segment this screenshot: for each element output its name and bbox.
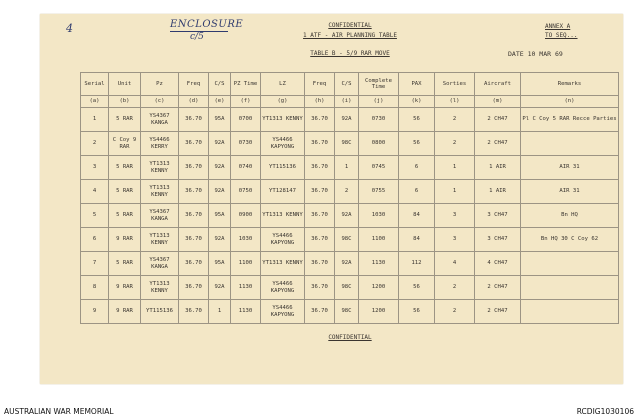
unit-cell: 5 RAR [109,180,141,204]
pz-freq-cell: 36.70 [179,180,209,204]
serial-cell: 1 [81,108,109,132]
lz-callsign-cell: 1 [335,156,359,180]
sorties-cell: 2 [435,276,475,300]
pax-cell: 56 [399,132,435,156]
column-letter: (i) [335,96,359,108]
column-letter: (f) [231,96,261,108]
column-header: Freq [305,73,335,96]
pz-time-cell: 1130 [231,300,261,324]
pz-callsign-cell: 95A [209,204,231,228]
lz-callsign-cell: 2 [335,180,359,204]
pz-time-cell: 0900 [231,204,261,228]
table-row [81,228,619,252]
pax-cell: 6 [399,180,435,204]
column-letter: (n) [521,96,619,108]
complete-time-cell: 1030 [359,204,399,228]
lz-cell: YT1313 KENNY [261,204,305,228]
lz-freq-cell: 36.70 [305,180,335,204]
sorties-cell: 3 [435,204,475,228]
sorties-cell: 1 [435,180,475,204]
classification-top: CONFIDENTIAL [328,22,372,29]
column-letter: (j) [359,96,399,108]
pz-time-cell: 0730 [231,132,261,156]
pz-freq-cell: 36.70 [179,132,209,156]
lz-freq-cell: 36.70 [305,300,335,324]
unit-cell: 5 RAR [109,204,141,228]
table-row [81,180,619,204]
complete-time-cell: 1200 [359,300,399,324]
lz-freq-cell: 36.70 [305,204,335,228]
pz-cell: YT1313 KENNY [141,276,179,300]
aircraft-cell: 1 AIR [475,180,521,204]
remarks-cell: AIR 31 [521,156,619,180]
lz-freq-cell: 36.70 [305,252,335,276]
sorties-cell: 3 [435,228,475,252]
aircraft-cell: 3 CH47 [475,204,521,228]
classification-bottom: CONFIDENTIAL [328,334,372,341]
lz-cell: YT1313 KENNY [261,108,305,132]
serial-cell: 6 [81,228,109,252]
pz-cell: YS4367 KANGA [141,204,179,228]
handwritten-page-number: 4 [66,22,73,35]
complete-time-cell: 1200 [359,276,399,300]
pz-freq-cell: 36.70 [179,204,209,228]
archive-id: RCDIG1030106 [576,407,634,416]
serial-cell: 9 [81,300,109,324]
pz-freq-cell: 36.70 [179,228,209,252]
unit-cell: C Coy 9 RAR [109,132,141,156]
complete-time-cell: 1100 [359,228,399,252]
aircraft-cell: 2 CH47 [475,276,521,300]
pz-callsign-cell: 95A [209,108,231,132]
complete-time-cell: 0745 [359,156,399,180]
column-header: Freq [179,73,209,96]
pz-cell: YT1313 KENNY [141,180,179,204]
complete-time-cell: 1130 [359,252,399,276]
sorties-cell: 2 [435,132,475,156]
pz-cell: YT1313 KENNY [141,228,179,252]
pz-callsign-cell: 92A [209,132,231,156]
pax-cell: 84 [399,204,435,228]
table-row [81,204,619,228]
pz-time-cell: 1030 [231,228,261,252]
lz-callsign-cell: 92A [335,108,359,132]
remarks-cell: Pl C Coy 5 RAR Recce Parties [521,108,619,132]
lz-cell: YT128147 [261,180,305,204]
aircraft-cell: 4 CH47 [475,252,521,276]
table-row [81,156,619,180]
aircraft-cell: 2 CH47 [475,108,521,132]
lz-freq-cell: 36.70 [305,228,335,252]
handwritten-reference: c/5 [190,32,204,42]
pz-callsign-cell: 92A [209,228,231,252]
lz-freq-cell: 36.70 [305,276,335,300]
lz-cell: YS4466 KAPYONG [261,300,305,324]
serial-cell: 7 [81,252,109,276]
complete-time-cell: 0800 [359,132,399,156]
table-row [81,252,619,276]
table-row [81,300,619,324]
column-header: Pz [141,73,179,96]
column-letter: (e) [209,96,231,108]
lz-cell: YT1313 KENNY [261,252,305,276]
pz-cell: YS4367 KANGA [141,108,179,132]
pz-time-cell: 0750 [231,180,261,204]
aircraft-cell: 2 CH47 [475,132,521,156]
lz-callsign-cell: 98C [335,228,359,252]
aircraft-cell: 2 CH47 [475,300,521,324]
sorties-cell: 4 [435,252,475,276]
lz-cell: YS4466 KAPYONG [261,132,305,156]
table-row [81,108,619,132]
serial-cell: 4 [81,180,109,204]
column-header: Aircraft [475,73,521,96]
column-letter: (k) [399,96,435,108]
pz-time-cell: 1100 [231,252,261,276]
pz-freq-cell: 36.70 [179,156,209,180]
pz-time-cell: 0740 [231,156,261,180]
column-header: C/S [209,73,231,96]
document-title: 1 ATF - AIR PLANNING TABLE [303,32,397,39]
pax-cell: 56 [399,276,435,300]
annex-line-1: ANNEX A [545,23,571,30]
unit-cell: 9 RAR [109,300,141,324]
serial-cell: 8 [81,276,109,300]
remarks-cell [521,252,619,276]
sorties-cell: 1 [435,156,475,180]
pz-time-cell: 0700 [231,108,261,132]
unit-cell: 5 RAR [109,108,141,132]
pax-cell: 6 [399,156,435,180]
lz-cell: YT115136 [261,156,305,180]
pz-cell: YT1313 KENNY [141,156,179,180]
column-letter: (c) [141,96,179,108]
sorties-cell: 2 [435,300,475,324]
pz-freq-cell: 36.70 [179,252,209,276]
column-header: PZ Time [231,73,261,96]
pz-freq-cell: 36.70 [179,108,209,132]
pz-freq-cell: 36.70 [179,300,209,324]
pz-callsign-cell: 92A [209,180,231,204]
unit-cell: 9 RAR [109,276,141,300]
table-header-row [81,73,619,96]
annex-reference [545,22,578,40]
unit-cell: 5 RAR [109,156,141,180]
pax-cell: 56 [399,300,435,324]
unit-cell: 9 RAR [109,228,141,252]
complete-time-cell: 0755 [359,180,399,204]
column-header: Sorties [435,73,475,96]
column-letter: (b) [109,96,141,108]
column-letter: (g) [261,96,305,108]
pz-freq-cell: 36.70 [179,276,209,300]
column-letter: (m) [475,96,521,108]
remarks-cell: Bn HQ 30 C Coy 62 [521,228,619,252]
annex-line-2: TO SEQ... [545,32,578,39]
pz-callsign-cell: 1 [209,300,231,324]
lz-freq-cell: 36.70 [305,156,335,180]
column-header: Complete Time [359,73,399,96]
unit-cell: 5 RAR [109,252,141,276]
lz-cell: YS4466 KAPYONG [261,228,305,252]
pz-callsign-cell: 92A [209,156,231,180]
complete-time-cell: 0730 [359,108,399,132]
pz-cell: YT115136 [141,300,179,324]
lz-freq-cell: 36.70 [305,108,335,132]
archive-caption [0,404,640,420]
column-letter-row [81,96,619,108]
pz-callsign-cell: 92A [209,276,231,300]
remarks-cell [521,300,619,324]
table-row [81,132,619,156]
lz-callsign-cell: 98C [335,132,359,156]
pax-cell: 84 [399,228,435,252]
column-header: Unit [109,73,141,96]
serial-cell: 2 [81,132,109,156]
pz-cell: YS4367 KANGA [141,252,179,276]
remarks-cell [521,276,619,300]
pz-time-cell: 1130 [231,276,261,300]
lz-freq-cell: 36.70 [305,132,335,156]
lz-cell: YS4466 KAPYONG [261,276,305,300]
handwritten-enclosure: ENCLOSURE [170,19,244,30]
serial-cell: 5 [81,204,109,228]
column-header: LZ [261,73,305,96]
column-header: C/S [335,73,359,96]
pax-cell: 112 [399,252,435,276]
column-letter: (h) [305,96,335,108]
air-planning-table [80,72,619,324]
remarks-cell: Bn HQ [521,204,619,228]
column-header: PAX [399,73,435,96]
column-letter: (l) [435,96,475,108]
archive-name: AUSTRALIAN WAR MEMORIAL [4,407,114,416]
table-title: TABLE B - 5/9 RAR MOVE [310,50,390,57]
pz-cell: YS4466 KERRY [141,132,179,156]
remarks-cell [521,132,619,156]
table-row [81,276,619,300]
pax-cell: 56 [399,108,435,132]
lz-callsign-cell: 98C [335,300,359,324]
pz-callsign-cell: 95A [209,252,231,276]
remarks-cell: AIR 31 [521,180,619,204]
sorties-cell: 2 [435,108,475,132]
lz-callsign-cell: 92A [335,252,359,276]
aircraft-cell: 3 CH47 [475,228,521,252]
aircraft-cell: 1 AIR [475,156,521,180]
column-letter: (d) [179,96,209,108]
lz-callsign-cell: 98C [335,276,359,300]
column-header: Serial [81,73,109,96]
column-letter: (a) [81,96,109,108]
table-body [81,108,619,324]
serial-cell: 3 [81,156,109,180]
document-date: DATE 10 MAR 69 [508,50,563,58]
lz-callsign-cell: 92A [335,204,359,228]
column-header: Remarks [521,73,619,96]
